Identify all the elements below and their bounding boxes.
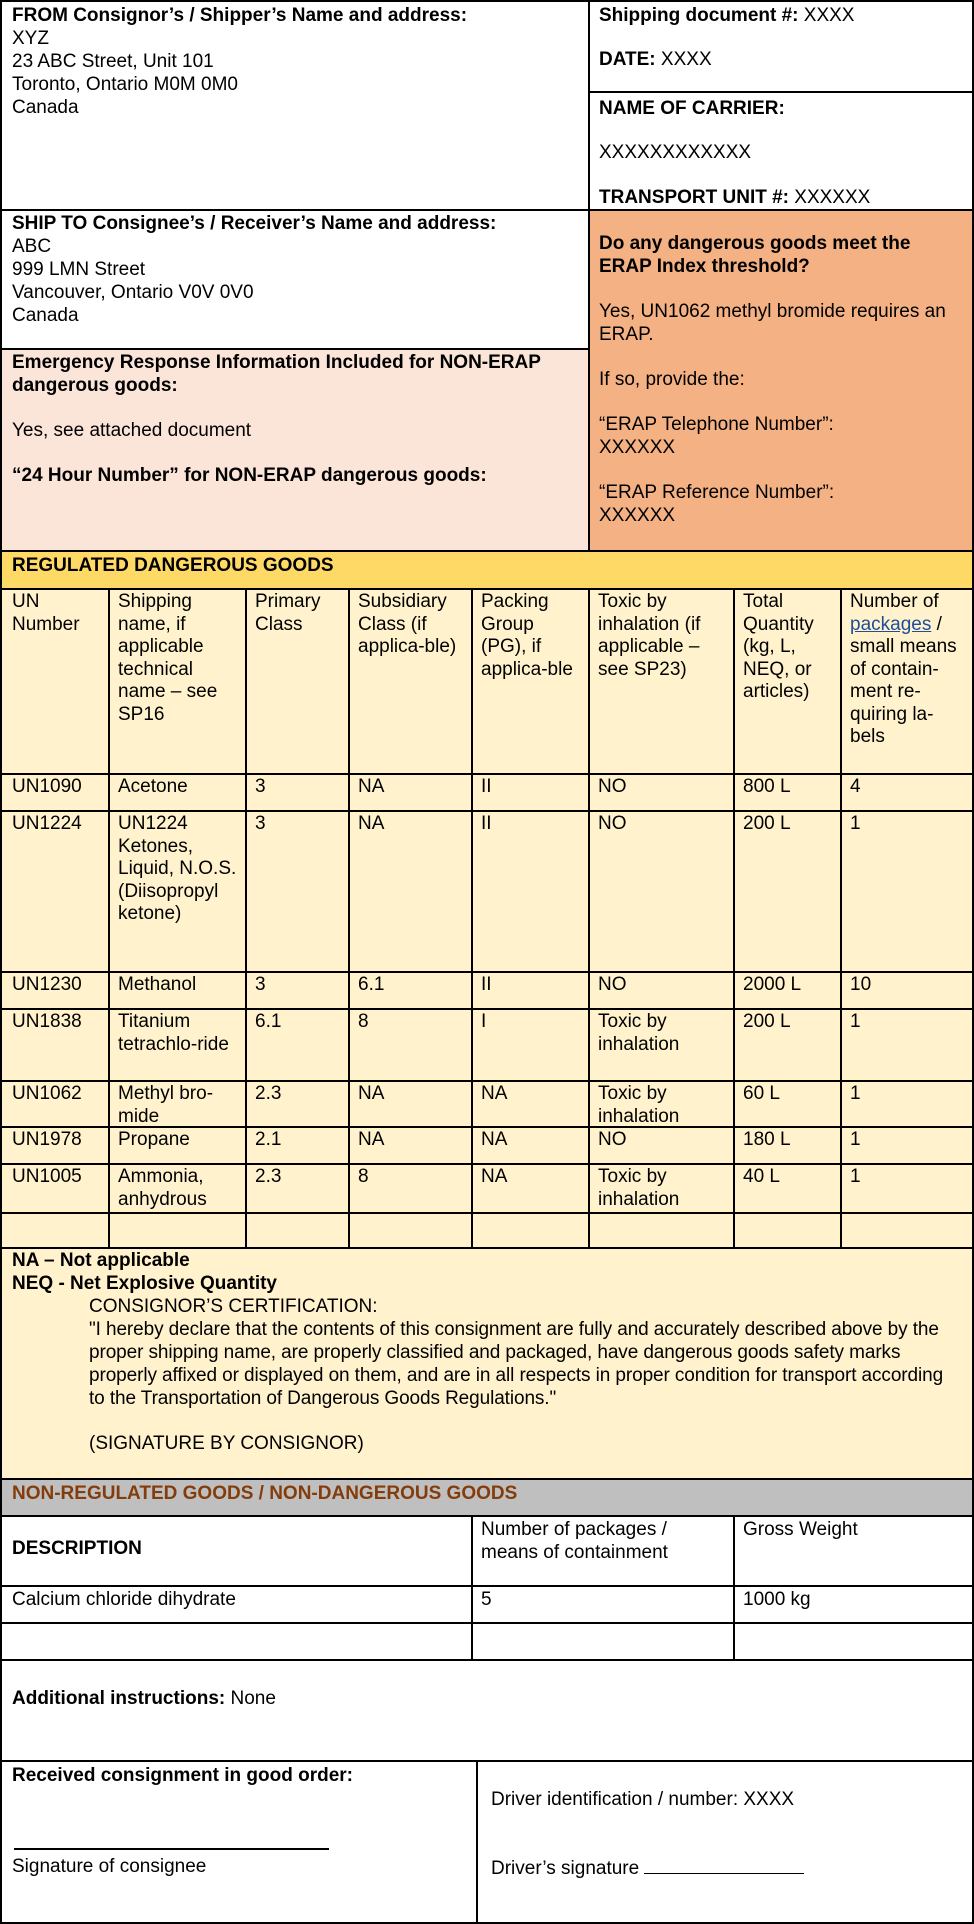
- table-rule: [733, 589, 735, 1248]
- emergency-value: Yes, see attached document: [12, 420, 252, 441]
- received-label: Received consignment in good order:: [12, 1765, 353, 1786]
- row7-name: Ammonia, anhydrous: [118, 1166, 207, 1210]
- divider: [2, 550, 972, 552]
- regulated-title: REGULATED DANGEROUS GOODS: [12, 555, 334, 576]
- nonregulated-title: NON-REGULATED GOODS / NON-DANGEROUS GOODS: [12, 1483, 518, 1504]
- row6-count: 1: [850, 1129, 861, 1150]
- table-rule: [2, 1247, 972, 1249]
- legend-na: NA – Not applicable: [12, 1250, 190, 1271]
- table-rule: [2, 1212, 972, 1214]
- table-rule: [2, 1163, 972, 1165]
- row1-subsidiary: NA: [358, 776, 385, 797]
- consignee-signature-label: Signature of consignee: [12, 1856, 207, 1877]
- erap-ref-value: XXXXXX: [599, 505, 676, 526]
- row3-primary: 3: [255, 974, 266, 995]
- consignor-city: Toronto, Ontario M0M 0M0: [12, 74, 238, 95]
- nonreg-header-packages: Number of packages / means of containment: [481, 1519, 668, 1563]
- row5-count: 1: [850, 1083, 861, 1104]
- divider: [2, 348, 589, 350]
- erap-phone-value: XXXXXX: [599, 437, 676, 458]
- row7-subsidiary: 8: [358, 1166, 369, 1187]
- row7-primary: 2.3: [255, 1166, 282, 1187]
- certification-title: CONSIGNOR’S CERTIFICATION:: [89, 1296, 378, 1317]
- consignor-street: 23 ABC Street, Unit 101: [12, 51, 214, 72]
- certification-text: "I hereby declare that the contents of this consignment are fully and accurately described above by the proper shipping name, are properly classified and packaged, have dangerous goods safety marks properly affixed or displayed on them, and are in all respects in proper condition for transport according to the Transportation of Dangerous Goods Regulations.": [89, 1319, 944, 1409]
- row6-packing: NA: [481, 1129, 508, 1150]
- shipping-date: [599, 48, 962, 71]
- row2-name: UN1224 Ketones, Liquid, N.O.S. (Diisopropyl ketone): [118, 813, 237, 924]
- table-rule: [2, 1080, 972, 1082]
- table-rule: [840, 589, 842, 1248]
- driver-id: Driver identification / number: XXXX: [491, 1789, 795, 1810]
- col-header-count-post: / small means of contain-ment re-quiring la-bels: [850, 613, 957, 747]
- col-header-name: Shipping name, if applicable technical name – see SP16: [118, 591, 218, 725]
- row6-primary: 2.1: [255, 1129, 282, 1150]
- divider: [2, 588, 972, 590]
- row4-subsidiary: 8: [358, 1011, 369, 1032]
- nonreg-header-description: DESCRIPTION: [12, 1538, 142, 1559]
- emergency-block: [2, 349, 589, 551]
- packages-link[interactable]: packages: [850, 613, 932, 635]
- divider: [589, 91, 972, 93]
- row6-name: Propane: [118, 1129, 190, 1150]
- row1-packing: II: [481, 776, 492, 797]
- row3-un: UN1230: [12, 974, 82, 995]
- table-rule: [471, 1516, 473, 1660]
- row2-packing: II: [481, 813, 492, 834]
- row7-total: 40 L: [743, 1166, 780, 1187]
- transport-unit: [599, 186, 962, 209]
- erap-phone-label: “ERAP Telephone Number”:: [599, 414, 834, 435]
- col-header-subsidiary: Subsidiary Class (if applica-ble): [358, 591, 457, 657]
- table-rule: [245, 589, 247, 1248]
- carrier-value: XXXXXXXXXXXX: [599, 142, 752, 163]
- row2-primary: 3: [255, 813, 266, 834]
- col-header-un: UN Number: [12, 591, 80, 635]
- row6-subsidiary: NA: [358, 1129, 385, 1150]
- row4-total: 200 L: [743, 1011, 791, 1032]
- divider: [476, 1761, 478, 1922]
- certification-block: [89, 1295, 949, 1455]
- row6-toxic: NO: [598, 1129, 627, 1150]
- table-rule: [2, 1126, 972, 1128]
- row3-packing: II: [481, 974, 492, 995]
- transport-unit-label: TRANSPORT UNIT #:: [599, 187, 789, 208]
- legend-neq: NEQ - Net Explosive Quantity: [12, 1273, 277, 1294]
- consignor-title: FROM Consignor’s / Shipper’s Name and address:: [12, 5, 468, 26]
- row2-subsidiary: NA: [358, 813, 385, 834]
- row3-count: 10: [850, 974, 872, 995]
- row1-name: Acetone: [118, 776, 188, 797]
- row4-count: 1: [850, 1011, 861, 1032]
- col-header-primary: Primary Class: [255, 591, 321, 635]
- row3-toxic: NO: [598, 974, 627, 995]
- row1-toxic: NO: [598, 776, 627, 797]
- driver-signature-label: Driver’s signature: [491, 1858, 640, 1879]
- row7-packing: NA: [481, 1166, 508, 1187]
- divider: [2, 1515, 972, 1517]
- row1-count: 4: [850, 776, 861, 797]
- nonreg-row1-weight: 1000 kg: [743, 1589, 811, 1610]
- table-rule: [108, 589, 110, 1248]
- row5-packing: NA: [481, 1083, 508, 1104]
- row2-count: 1: [850, 813, 861, 834]
- table-rule: [2, 773, 972, 775]
- row3-subsidiary: 6.1: [358, 974, 385, 995]
- table-rule: [2, 1008, 972, 1010]
- table-rule: [2, 971, 972, 973]
- carrier-block: [589, 92, 972, 210]
- table-rule: [348, 589, 350, 1248]
- col-header-count-pre: Number of: [850, 591, 939, 612]
- divider: [588, 2, 590, 551]
- divider: [2, 1478, 972, 1480]
- row7-count: 1: [850, 1166, 861, 1187]
- row1-primary: 3: [255, 776, 266, 797]
- erap-question: Do any dangerous goods meet the ERAP Index threshold?: [599, 233, 911, 277]
- shipping-date-value: XXXX: [655, 49, 712, 70]
- row5-name: Methyl bro-mide: [118, 1083, 214, 1127]
- row3-total: 2000 L: [743, 974, 802, 995]
- row7-toxic: Toxic by inhalation: [598, 1166, 680, 1210]
- row3-name: Methanol: [118, 974, 197, 995]
- row2-un: UN1224: [12, 813, 82, 834]
- nonreg-header-weight: Gross Weight: [743, 1519, 858, 1540]
- shipping-doc-label: Shipping document #:: [599, 5, 799, 26]
- shipping-date-label: DATE:: [599, 49, 656, 70]
- consignee-signature-line[interactable]: [14, 1848, 329, 1850]
- consignee-name: ABC: [12, 236, 52, 257]
- table-rule: [2, 1622, 972, 1624]
- carrier-label: NAME OF CARRIER:: [599, 98, 785, 119]
- shipping-doc-block: [589, 2, 972, 92]
- consignee-country: Canada: [12, 305, 79, 326]
- consignee-block: [2, 210, 589, 349]
- additional-instructions: [12, 1687, 952, 1710]
- consignor-country: Canada: [12, 97, 79, 118]
- row4-name: Titanium tetrachlo-ride: [118, 1011, 229, 1055]
- driver-signature: [491, 1855, 961, 1880]
- divider: [2, 1760, 972, 1762]
- col-header-total: Total Quantity (kg, L, NEQ, or articles): [743, 591, 814, 702]
- row2-total: 200 L: [743, 813, 791, 834]
- row4-primary: 6.1: [255, 1011, 282, 1032]
- nonreg-row1-description: Calcium chloride dihydrate: [12, 1589, 236, 1610]
- erap-ref-label: “ERAP Reference Number”:: [599, 482, 835, 503]
- table-rule: [2, 810, 972, 812]
- consignor-block: [2, 2, 589, 210]
- divider: [2, 209, 972, 211]
- driver-signature-line[interactable]: [644, 1855, 804, 1874]
- consignee-city: Vancouver, Ontario V0V 0V0: [12, 282, 254, 303]
- col-header-toxic: Toxic by inhalation (if applicable – see SP23): [598, 591, 701, 680]
- erap-provide: If so, provide the:: [599, 369, 745, 390]
- row2-toxic: NO: [598, 813, 627, 834]
- row5-primary: 2.3: [255, 1083, 282, 1104]
- table-rule: [2, 1585, 972, 1587]
- row4-packing: I: [481, 1011, 487, 1032]
- row6-un: UN1978: [12, 1129, 82, 1150]
- consignor-name: XYZ: [12, 28, 49, 49]
- consignee-title: SHIP TO Consignee’s / Receiver’s Name and address:: [12, 213, 497, 234]
- shipping-doc-number: [599, 4, 962, 27]
- row6-total: 180 L: [743, 1129, 791, 1150]
- row4-un: UN1838: [12, 1011, 82, 1032]
- row4-toxic: Toxic by inhalation: [598, 1011, 680, 1055]
- transport-unit-value: XXXXXX: [789, 187, 871, 208]
- emergency-title: Emergency Response Information Included for NON-ERAP dangerous goods:: [12, 352, 541, 396]
- erap-answer: Yes, UN1062 methyl bromide requires an ERAP.: [599, 301, 946, 345]
- additional-label: Additional instructions:: [12, 1688, 226, 1709]
- table-rule: [471, 589, 473, 1248]
- nonreg-row1-packages: 5: [481, 1589, 492, 1610]
- row5-toxic: Toxic by inhalation: [598, 1083, 680, 1127]
- row5-total: 60 L: [743, 1083, 780, 1104]
- table-rule: [588, 589, 590, 1248]
- row1-total: 800 L: [743, 776, 791, 797]
- row1-un: UN1090: [12, 776, 82, 797]
- erap-block: [589, 210, 972, 551]
- consignor-signature-label: (SIGNATURE BY CONSIGNOR): [89, 1433, 364, 1454]
- row5-un: UN1062: [12, 1083, 82, 1104]
- additional-value: None: [225, 1688, 276, 1709]
- emergency-24h-label: “24 Hour Number” for NON-ERAP dangerous goods:: [12, 465, 487, 486]
- consignee-street: 999 LMN Street: [12, 259, 146, 280]
- row5-subsidiary: NA: [358, 1083, 385, 1104]
- shipping-doc-value: XXXX: [798, 5, 855, 26]
- divider: [2, 1659, 972, 1661]
- row7-un: UN1005: [12, 1166, 82, 1187]
- col-header-count: [842, 590, 970, 749]
- col-header-packing: Packing Group (PG), if applica-ble: [481, 591, 573, 680]
- table-rule: [733, 1516, 735, 1660]
